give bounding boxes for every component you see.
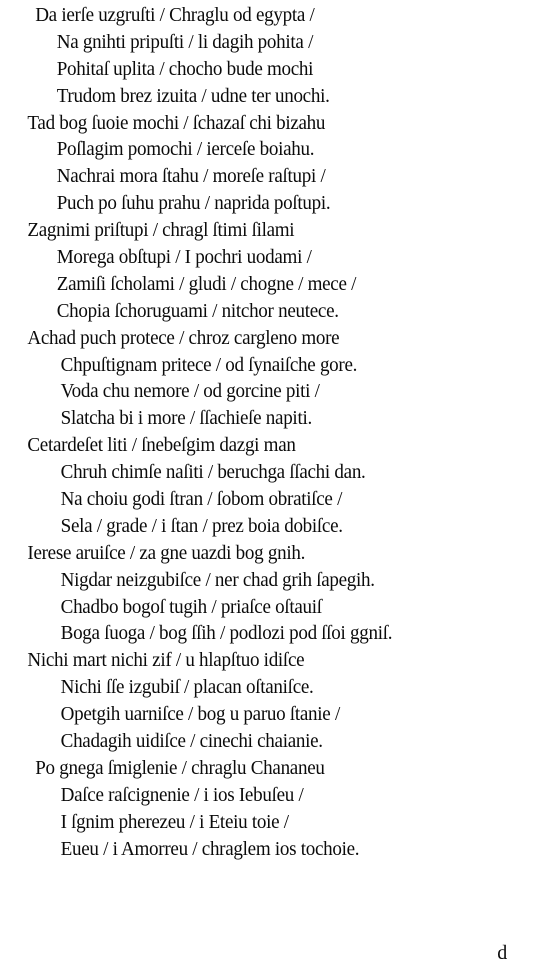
verse-line: Morega obſtupi / I pochri uodami / [56,247,312,269]
verse-line: Nichi ſſe izgubiſ / placan oſtaniſce. [60,677,314,699]
verse-line: Slatcha bi i more / ſſachieſe napiti. [60,408,312,430]
verse-line: Eueu / i Amorreu / chraglem ios tochoie. [60,838,360,860]
verse-line: Voda chu nemore / od gorcine piti / [60,381,320,403]
verse-line: Ierese aruiſce / za gne uazdi bog gnih. [27,542,306,564]
verse-line: Chruh chimſe naſiti / beruchga ſſachi dan. [60,462,366,484]
verse-line: Chadbo bogoſ tugih / priaſce oſtauiſ [60,596,322,618]
verse-line: Poſlagim pomochi / ierceſe boiahu. [56,139,315,161]
verse-line: Chpuſtignam pritece / od ſynaiſche gore. [60,354,358,376]
verse-line: Da ierſe uzgruſti / Chraglu od egypta / [35,5,315,26]
verse-line: Nachrai mora ſtahu / moreſe raſtupi / [56,166,326,188]
verse-line: Daſce raſcignenie / i ios Iebuſeu / [60,784,304,806]
verse-line: Opetgih uarniſce / bog u paruo ſtanie / [60,704,340,726]
verse-line: Cetardeſet liti / ſnebeſgim dazgi man [27,435,296,457]
verse-line: Nigdar neizgubiſce / ner chad grih ſapegih. [60,569,375,591]
verse-line: Chadagih uidiſce / cinechi chaianie. [60,731,323,753]
verse-line: Tad bog ſuoie mochi / ſchazaſ chi bizahu [27,112,326,134]
verse-line: I ſgnim pherezeu / i Eteiu toie / [60,811,289,833]
verse-line: Puch po ſuhu prahu / naprida poſtupi. [56,193,331,215]
verse-line: Na gnihti pripuſti / li dagih pohita / [56,31,314,53]
verse-line: Achad puch protece / chroz cargleno more [27,327,340,349]
verse-block [0,3,557,864]
verse-line: Na choiu godi ſtran / ſobom obratiſce / [60,489,343,511]
verse-line: Zagnimi priſtupi / chragl ſtimi ſilami [27,220,295,242]
verse-line: Po gnega ſmiglenie / chraglu Chananeu [35,757,325,779]
verse-line: Boga ſuoga / bog ſſih / podlozi pod ſſoi ggniſ. [60,623,393,645]
verse-line: Trudom brez izuita / udne ter unochi. [56,85,330,107]
verse-line: Chopia ſchoruguami / nitchor neutece. [56,300,339,322]
verse-line: Sela / grade / i ſtan / prez boia dobiſce. [60,515,343,537]
verse-line: Zamiſi ſcholami / gludi / chogne / mece / [56,273,357,295]
verse-line: Nichi mart nichi zif / u hlapſtuo idiſce [27,650,305,672]
verse-line: Pohitaſ uplita / chocho bude mochi [56,58,314,80]
signature-mark: d [497,942,507,964]
